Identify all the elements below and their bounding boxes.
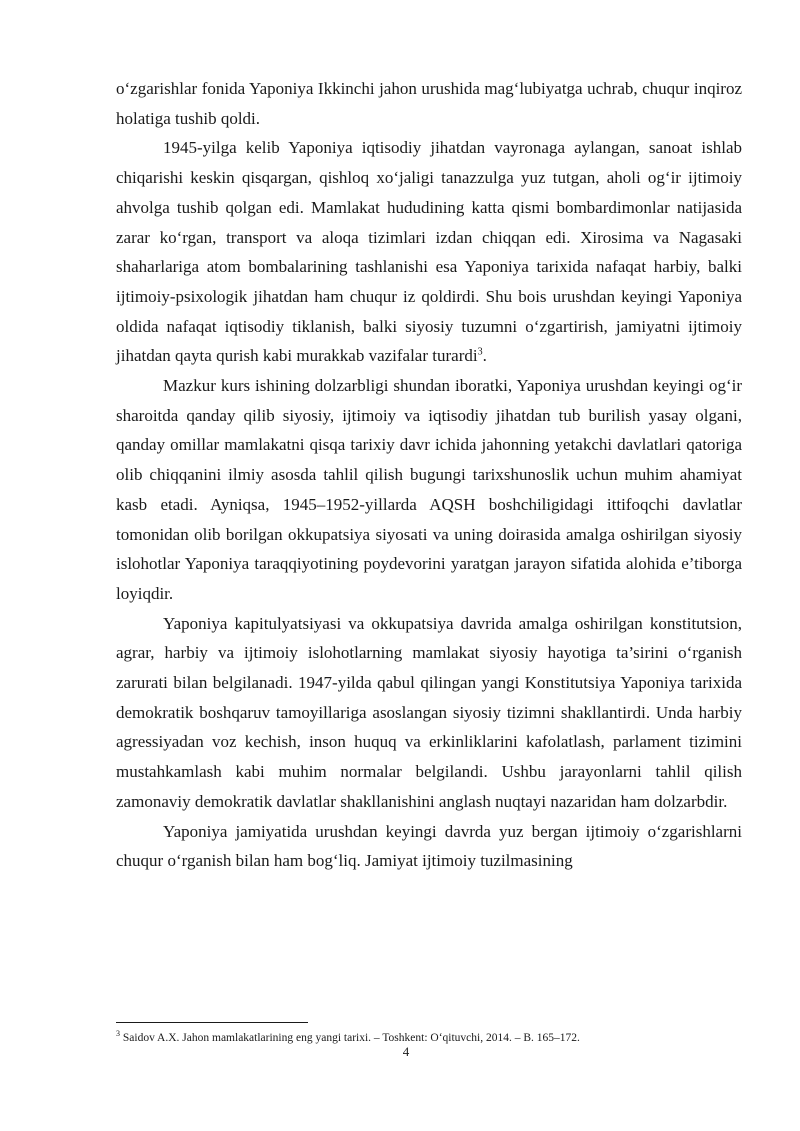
- paragraph-3-text: Mazkur kurs ishining dolzarbligi shundan iboratki, Yaponiya urushdan keyingi og‘ir sharoitda qanday qilib siyosiy, ijtimoiy va iqtisodiy jihatdan tub burilish yasay olgani, qanday omillar mamlakatni qisqa tarixiy davr ichida jahonning yetakchi davlatlari qatoriga olib chiqqanini ilmiy asosda tahlil qilish bugungi tarixshunoslik uchun muhim ahamiyat kasb etadi. Ayniqsa, 1945–1952-yillarda AQSH boshchiligidagi ittifoqchi davlatlar tomonidan olib borilgan okkupatsiya siyosati va uning doirasida amalga oshirilgan siyosiy islohotlar Yaponiya taraqqiyotining poydevorini yaratgan jarayon sifatida alohida e’tiborga loyiqdir.: [116, 376, 742, 603]
- paragraph-1-text: o‘zgarishlar fonida Yaponiya Ikkinchi jahon urushida mag‘lubiyatga uchrab, chuqur inqiroz holatiga tushib qoldi.: [116, 79, 742, 128]
- paragraph-3: [116, 371, 742, 609]
- footnote-separator: [116, 1022, 308, 1023]
- footnote-marker: 3: [116, 1029, 120, 1039]
- body-text: [116, 74, 742, 876]
- paragraph-5: [116, 817, 742, 876]
- page-number: 4: [402, 1044, 410, 1059]
- paragraph-1: [116, 74, 742, 133]
- paragraph-2: [116, 133, 742, 371]
- paragraph-2-tail: .: [482, 346, 487, 366]
- paragraph-5-text: Yaponiya jamiyatida urushdan keyingi davrda yuz bergan ijtimoiy o‘zgarishlarni chuqur o‘rganish bilan ham bog‘liq. Jamiyat ijtimoiy tuzilmasining: [116, 821, 742, 871]
- footnote-reference[interactable]: 3: [477, 346, 483, 358]
- paragraph-4-text: Yaponiya kapitulyatsiyasi va okkupatsiya davrida amalga oshirilgan konstitutsion, agrar, harbiy va ijtimoiy islohotlarning mamlakat siyosiy hayotiga ta’sirini o‘rganish zarurati bilan belgilanadi. 1947-yilda qabul qilingan yangi Konstitutsiya Yaponiya tarixida demokratik boshqaruv tamoyillariga asoslangan siyosiy tizimni shakllantirdi. Unda harbiy agressiyadan voz kechish, inson huquq va erkinliklarini kafolatlash, parlament tizimini mustahkamlash kabi muhim normalar belgilandi. Ushbu jarayonlarni tahlil qilish zamonaviy demokratik davlatlar shakllanishini anglash nuqtayi nazaridan ham dolzarbdir.: [116, 613, 742, 811]
- paragraph-2-text: 1945-yilga kelib Yaponiya iqtisodiy jihatdan vayronaga aylangan, sanoat ishlab chiqarishi keskin qisqargan, qishloq xo‘jaligi tanazzulga yuz tutgan, aholi og‘ir ijtimoiy ahvolga tushib qolgan edi. Mamlakat hududining katta qismi bombardimonlar natijasida zarar ko‘rgan, transport va aloqa tizimlari izdan chiqqan edi. Xirosima va Nagasaki shaharlariga atom bombalarining tashlanishi esa Yaponiya tarixida nafaqat harbiy, balki ijtimoiy-psixologik jihatdan ham chuqur iz qoldirdi. Shu bois urushdan keyingi Yaponiya oldida nafaqat iqtisodiy tiklanish, balki siyosiy tuzumni o‘zgartirish, jamiyatni ijtimoiy jihatdan qayta qurish kabi murakkab vazifalar turardi: [116, 138, 742, 366]
- paragraph-4: [116, 609, 742, 817]
- footnote-text: Saidov A.X. Jahon mamlakatlarining eng yangi tarixi. – Toshkent: O‘qituvchi, 2014. – B. 165–172.: [120, 1032, 580, 1044]
